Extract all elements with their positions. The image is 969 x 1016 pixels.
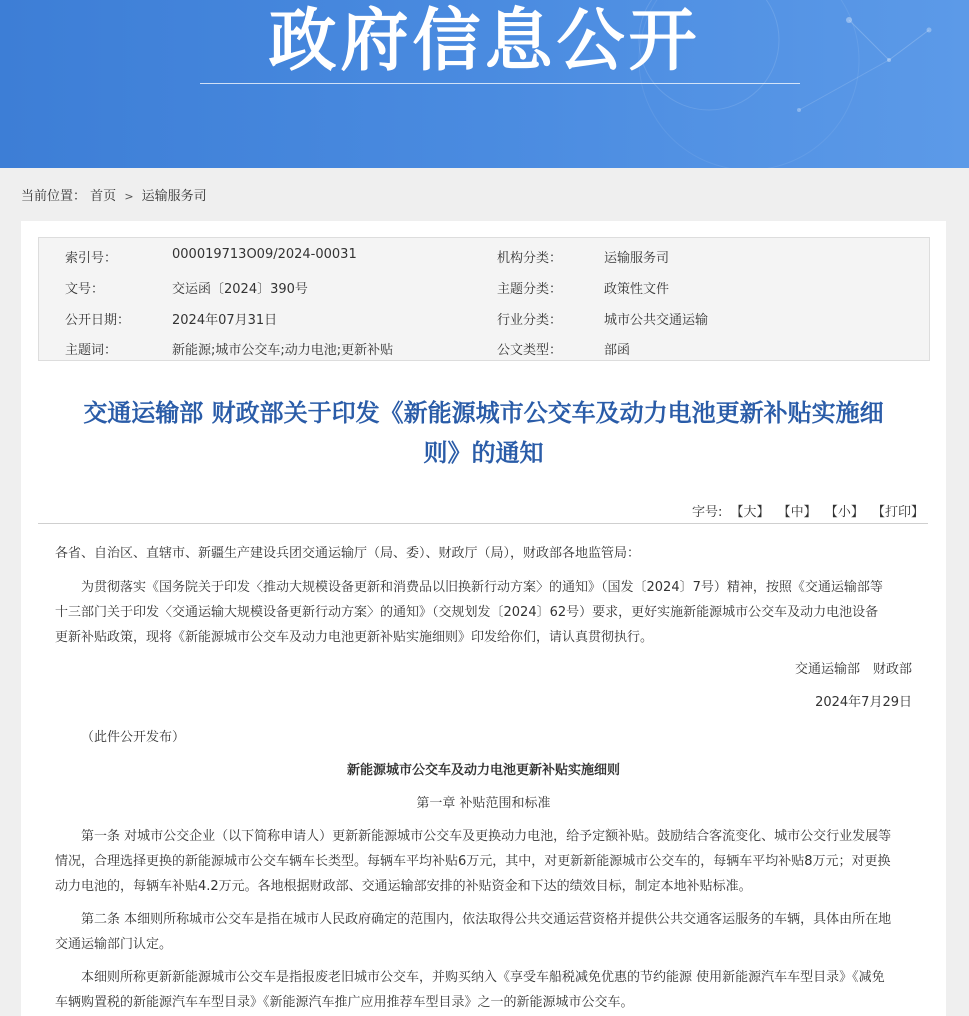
font-size-medium-button[interactable]: 【中】	[777, 505, 817, 520]
article-2-line-2: 交通运输部门认定。	[55, 937, 173, 952]
article-1-line-3: 动力电池的，每辆车补贴4.2万元。各地根据财政部、交通运输部安排的补贴资金和下达的绩效目标，制定本地补贴标准。	[55, 879, 752, 894]
article-1	[55, 824, 915, 899]
chapter-heading: 第一章 补贴范围和标准	[416, 796, 551, 811]
keywords-label: 主题词：	[65, 343, 118, 358]
topic-label: 主题分类：	[497, 282, 563, 297]
metadata-table	[38, 237, 930, 361]
font-size-controls	[692, 501, 924, 520]
breadcrumb-department-link[interactable]: 运输服务司	[141, 189, 207, 204]
org-label: 机构分类：	[497, 251, 563, 266]
article-2-line-1: 第二条 本细则所称城市公交车是指在城市人民政府确定的范围内，依法取得公共交通运营资格并提供公共交通客运服务的车辆，具体由所在地	[81, 912, 892, 927]
banner-divider	[200, 83, 800, 84]
intro-paragraph	[55, 575, 915, 650]
industry-label: 行业分类：	[497, 313, 563, 328]
breadcrumb-separator: >	[124, 190, 134, 203]
font-size-label: 字号:	[691, 505, 723, 520]
breadcrumb-home-link[interactable]: 首页	[90, 189, 117, 204]
article-1-line-2: 情况，合理选择更换的新能源城市公交车辆车长类型。每辆车平均补贴6万元，其中，对更新新能源城市公交车的，每辆车平均补贴8万元；对更换	[55, 854, 891, 869]
rules-title: 新能源城市公交车及动力电池更新补贴实施细则	[346, 763, 620, 778]
signature-date: 2024年7月29日	[815, 695, 912, 710]
intro-line-1: 为贯彻落实《国务院关于印发〈推动大规模设备更新和消费品以旧换新行动方案〉的通知》（国发〔2024〕7号）精神，按照《交通运输部等	[81, 580, 883, 595]
org-value: 运输服务司	[604, 251, 670, 266]
content-card	[21, 221, 946, 1016]
publish-note: （此件公开发布）	[81, 730, 186, 745]
article-2	[55, 907, 915, 957]
article-2-para-2-line-2: 车辆购置税的新能源汽车车型目录》《新能源汽车推广应用推荐车型目录》之一的新能源城市公交车。	[55, 995, 634, 1010]
article-1-line-1: 第一条 对城市公交企业（以下简称申请人）更新新能源城市公交车及更换动力电池，给予定额补贴。鼓励结合客流变化、城市公交行业发展等	[81, 829, 892, 844]
intro-line-3: 更新补贴政策，现将《新能源城市公交车及动力电池更新补贴实施细则》印发给你们，请认真贯彻执行。	[55, 630, 654, 645]
topic-value: 政策性文件	[604, 282, 670, 297]
publish-date-value: 2024年07月31日	[172, 313, 278, 328]
article-title-line-2: 则》的通知	[423, 439, 544, 467]
breadcrumb-label: 当前位置：	[21, 189, 87, 204]
publish-date-label: 公开日期：	[65, 313, 131, 328]
article-title-line-1: 交通运输部 财政部关于印发《新能源城市公交车及动力电池更新补贴实施细	[83, 399, 884, 427]
keywords-value: 新能源;城市公交车;动力电池;更新补贴	[172, 343, 394, 358]
banner	[0, 0, 969, 168]
index-label: 索引号：	[65, 251, 118, 266]
article-title	[21, 393, 946, 473]
salutation: 各省、自治区、直辖市、新疆生产建设兵团交通运输厅（局、委）、财政厅（局），财政部各地监管局：	[55, 546, 641, 561]
doc-type-value: 部函	[604, 343, 631, 358]
index-value: 000019713O09/2024-00031	[172, 247, 357, 262]
article-2-para-2-line-1: 本细则所称更新新能源城市公交车是指报废老旧城市公交车，并购买纳入《享受车船税减免优惠的节约能源 使用新能源汽车车型目录》《减免	[81, 970, 885, 985]
font-size-large-button[interactable]: 【大】	[730, 505, 770, 520]
banner-title: 政府信息公开	[268, 2, 701, 81]
font-size-small-button[interactable]: 【小】	[824, 505, 864, 520]
print-button[interactable]: 【打印】	[871, 505, 924, 520]
intro-line-2: 十三部门关于印发〈交通运输大规模设备更新行动方案〉的通知》（交规划发〔2024〕62号）要求，更好实施新能源城市公交车及动力电池设备	[55, 605, 879, 620]
title-divider	[38, 523, 928, 524]
breadcrumb	[21, 185, 207, 204]
signature: 交通运输部 财政部	[794, 662, 912, 677]
industry-value: 城市公共交通运输	[604, 313, 709, 328]
doc-number-label: 文号：	[65, 282, 105, 297]
article-2-paragraph-2	[55, 965, 915, 1015]
doc-type-label: 公文类型：	[497, 343, 563, 358]
doc-number-value: 交运函〔2024〕390号	[172, 282, 308, 297]
